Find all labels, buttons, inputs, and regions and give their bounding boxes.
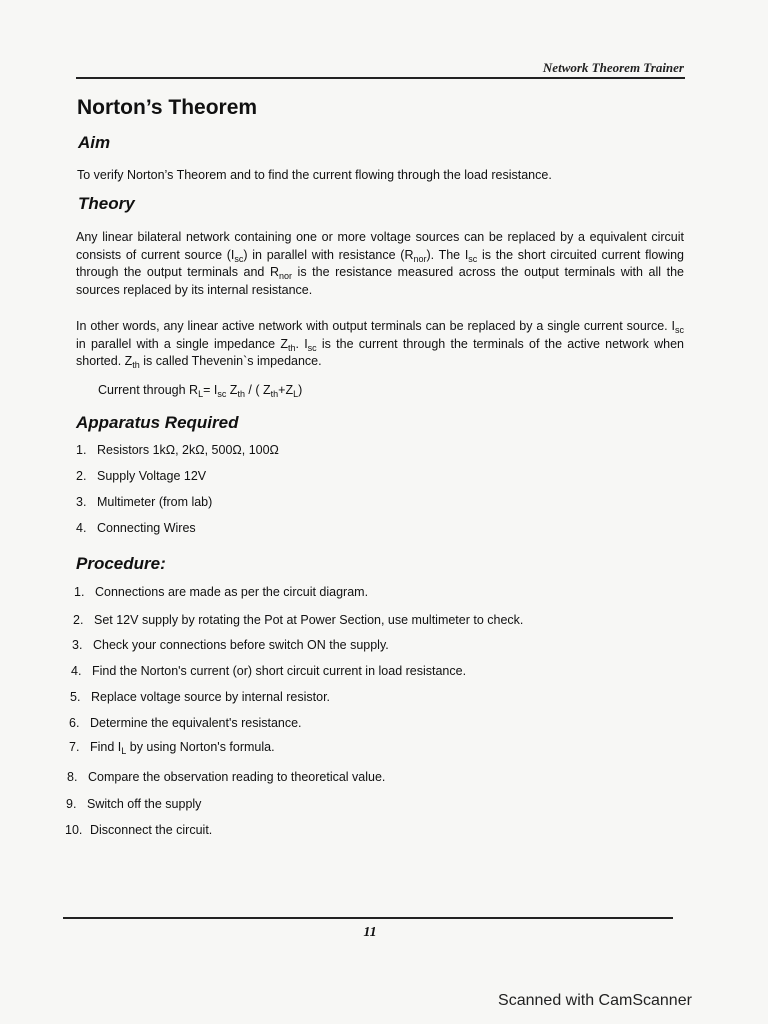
procedure-step: 10. Disconnect the circuit. <box>65 823 213 837</box>
footer-rule <box>63 917 673 919</box>
aim-text: To verify Norton’s Theorem and to find the current flowing through the load resistance. <box>77 168 552 182</box>
procedure-step: 3. Check your connections before switch ON the supply. <box>72 638 389 652</box>
header-rule <box>76 77 685 79</box>
apparatus-item: 3. Multimeter (from lab) <box>76 495 213 509</box>
theory-paragraph-1: Any linear bilateral network containing one or more voltage sources can be replaced by a equivalent circuit consists of current source $(I_{sc})$ in parallel with resistance $(R_{nor})$. The $I_{sc}$ is the short circuited current flowing through the output terminals and $R_{nor}$ is the resistance measured across the output terminals with all the sources replaced by its internal resistance. <box>76 230 685 297</box>
procedure-step: 5. Replace voltage source by internal resistor. <box>70 690 331 704</box>
procedure-step: 1. Connections are made as per the circuit diagram. <box>74 585 369 599</box>
procedure-step: 6. Determine the equivalent's resistance. <box>69 716 302 730</box>
procedure-heading: Procedure: <box>76 554 166 573</box>
scanner-watermark: Scanned with CamScanner <box>498 992 692 1009</box>
procedure-step: 2. Set 12V supply by rotating the Pot at Power Section, use multimeter to check. <box>73 613 524 627</box>
procedure-step: 9. Switch off the supply <box>66 797 202 811</box>
procedure-step: 4. Find the Norton's current (or) short circuit current in load resistance. <box>71 664 467 678</box>
page-number: 11 <box>363 925 377 940</box>
apparatus-item: 4. Connecting Wires <box>76 521 196 535</box>
apparatus-item: 2. Supply Voltage 12V <box>76 469 207 483</box>
theory-heading: Theory <box>78 194 135 213</box>
theory-paragraph-2: In other words, any linear active network with output terminals can be replaced by a single current source. $I_{sc}$ in parallel with a single impedance $Z_{th}$. $I_{sc}$ is the current through the terminals of the active network when shorted. $Z_{th}$ is called Thevenin`s impedance. <box>76 319 684 370</box>
aim-heading: Aim <box>78 133 111 152</box>
apparatus-heading: Apparatus Required <box>76 413 239 432</box>
running-header: Network Theorem Trainer <box>542 60 684 75</box>
page-title: Norton’s Theorem <box>77 96 258 119</box>
procedure-step: 8. Compare the observation reading to theoretical value. <box>67 770 386 784</box>
norton-current-formula: Current through $R_L= I_{sc}$ $Z_{th}$ / ( $Z_{th}+Z_L$) <box>98 383 303 399</box>
procedure-step: 7. Find $I_L$ by using Norton's formula. <box>69 740 275 756</box>
apparatus-item: 1. Resistors 1kΩ, 2kΩ, 500Ω, 100Ω <box>76 443 279 457</box>
